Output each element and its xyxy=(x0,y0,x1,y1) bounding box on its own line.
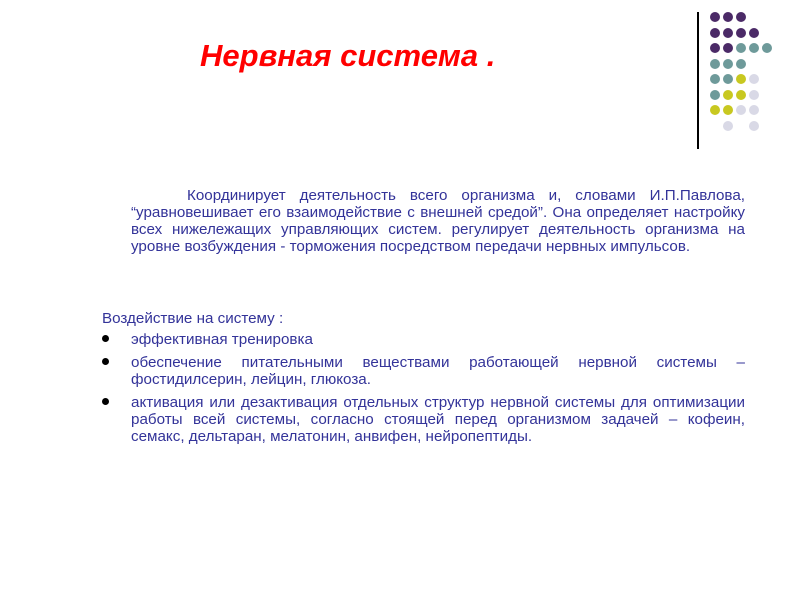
decorative-dot xyxy=(710,12,720,22)
list-item xyxy=(100,331,745,348)
decorative-dot xyxy=(723,12,733,22)
decorative-dot xyxy=(736,105,746,115)
decorative-dot xyxy=(710,105,720,115)
list-item xyxy=(100,354,745,388)
decorative-dot xyxy=(749,28,759,38)
decorative-dot-grid xyxy=(710,12,780,132)
decorative-dot xyxy=(736,28,746,38)
list-item-text: эффективная тренировка xyxy=(131,331,313,348)
decorative-dot xyxy=(749,90,759,100)
decorative-dot xyxy=(749,43,759,53)
decorative-dot xyxy=(710,90,720,100)
decorative-dot xyxy=(723,105,733,115)
bullet-icon xyxy=(102,335,109,342)
decorative-dot xyxy=(710,74,720,84)
decorative-dot xyxy=(723,28,733,38)
decorative-dot xyxy=(749,74,759,84)
decorative-dot xyxy=(710,59,720,69)
decorative-dot xyxy=(736,12,746,22)
decorative-dot xyxy=(723,74,733,84)
decorative-dot xyxy=(710,43,720,53)
decorative-dot xyxy=(749,121,759,131)
effects-list xyxy=(100,331,745,445)
bullet-icon xyxy=(102,398,109,405)
intro-paragraph xyxy=(131,187,745,255)
list-item-text: обеспечение питательными веществами работающей нервной системы –фостидилсерин, лейцин, глюкоза. xyxy=(131,354,745,388)
divider-line xyxy=(697,12,699,149)
decorative-dot xyxy=(749,105,759,115)
decorative-dot xyxy=(762,43,772,53)
effects-heading: Воздействие на систему : xyxy=(102,310,284,327)
bullet-icon xyxy=(102,358,109,365)
intro-text: Координирует деятельность всего организма и, словами И.П.Павлова, “уравновешивает его взаимодействие с внешней средой”. Она определяет настройку всех нижележащих управляющих систем. регулирует деятельность организма на уровне возбуждения - торможения посредством передачи нервных импульсов. xyxy=(131,187,745,255)
decorative-dot xyxy=(736,74,746,84)
decorative-dot xyxy=(723,121,733,131)
list-item-text: активация или дезактивация отдельных структур нервной системы для оптимизации работы всей системы, согласно стоящей перед организмом задачей – кофеин, семакс, дельтаран, мелатонин, анвифен, нейропептиды. xyxy=(131,394,745,445)
decorative-dot xyxy=(723,43,733,53)
slide-title: Нервная система . xyxy=(200,38,496,73)
decorative-dot xyxy=(723,59,733,69)
decorative-dot xyxy=(736,43,746,53)
decorative-dot xyxy=(736,90,746,100)
decorative-dot xyxy=(736,59,746,69)
decorative-dot xyxy=(710,28,720,38)
decorative-dot xyxy=(723,90,733,100)
list-item xyxy=(100,394,745,445)
